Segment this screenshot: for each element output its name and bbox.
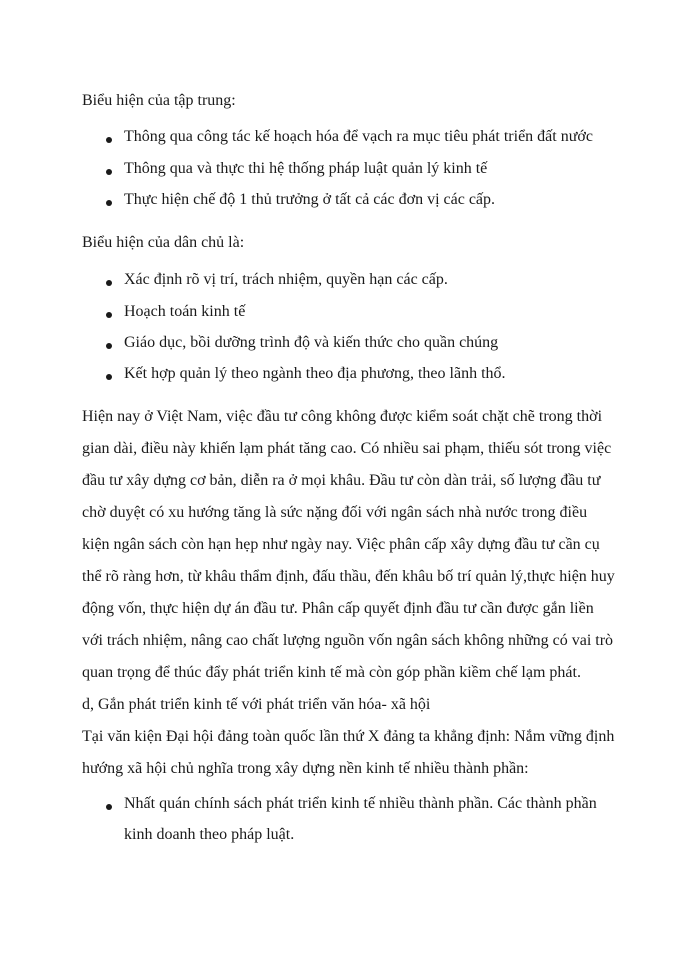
paragraph-line: gian dài, điều này khiến lạm phát tăng cao. Có nhiều sai phạm, thiếu sót trong việc [82,440,612,457]
bullet-dot-icon [106,312,112,318]
paragraph-line: hướng xã hội chủ nghĩa trong xây dựng nền kinh tế nhiều thành phần: [82,760,529,777]
bullet-dot-icon [106,343,112,349]
bullet-dot-icon [106,200,112,206]
paragraph-line: thể rõ ràng hơn, từ khâu thẩm định, đấu thầu, đến khâu bố trí quản lý,thực hiện huy [82,568,615,585]
list-item-text: Kết hợp quản lý theo ngành theo địa phương, theo lãnh thổ. [124,365,506,382]
section-d-title: d, Gắn phát triển kinh tế với phát triển văn hóa- xã hội [82,696,431,713]
paragraph-line: kiện ngân sách còn hạn hẹp như ngày nay. Việc phân cấp xây dựng đầu tư cần cụ [82,536,600,553]
paragraph-line: với trách nhiệm, nâng cao chất lượng nguồn vốn ngân sách không những có vai trò [82,632,614,649]
bullet-dot-icon [106,804,112,810]
list-item-text: Xác định rõ vị trí, trách nhiệm, quyền hạn các cấp. [124,271,448,288]
paragraph-line: Hiện nay ở Việt Nam, việc đầu tư công không được kiểm soát chặt chẽ trong thời [82,408,603,425]
paragraph-line: động vốn, thực hiện dự án đầu tư. Phân cấp quyết định đầu tư cần được gắn liền [82,600,594,617]
list-item-text: Giáo dục, bồi dưỡng trình độ và kiến thức cho quần chúng [124,334,499,351]
paragraph-line: đầu tư xây dựng cơ bản, diễn ra ở mọi khâu. Đầu tư còn dàn trải, số lượng đầu tư [82,472,601,489]
heading-focus: Biểu hiện của tập trung: [82,92,236,109]
list-item-text: Thực hiện chế độ 1 thủ trưởng ở tất cả các đơn vị các cấp. [124,191,496,208]
bullet-dot-icon [106,374,112,380]
list-item-text: Nhất quán chính sách phát triển kinh tế nhiều thành phần. Các thành phần [124,795,597,812]
bullet-dot-icon [106,169,112,175]
paragraph-line: quan trọng để thúc đẩy phát triển kinh tế mà còn góp phần kiềm chế lạm phát. [82,664,581,681]
list-item-text: Thông qua công tác kế hoạch hóa để vạch ra mục tiêu phát triển đất nước [124,128,593,145]
bullet-dot-icon [106,137,112,143]
list-item-text: kinh doanh theo pháp luật. [124,826,295,843]
heading-democracy: Biểu hiện của dân chủ là: [82,234,245,251]
list-item-text: Thông qua và thực thi hệ thống pháp luật quản lý kinh tế [124,160,488,177]
paragraph-line: Tại văn kiện Đại hội đảng toàn quốc lần thứ X đảng ta khẳng định: Nắm vững định [82,728,615,745]
list-item-text: Hoạch toán kinh tế [124,303,246,320]
bullet-dot-icon [106,280,112,286]
paragraph-line: chờ duyệt có xu hướng tăng là sức nặng đối với ngân sách nhà nước trong điều [82,504,588,521]
